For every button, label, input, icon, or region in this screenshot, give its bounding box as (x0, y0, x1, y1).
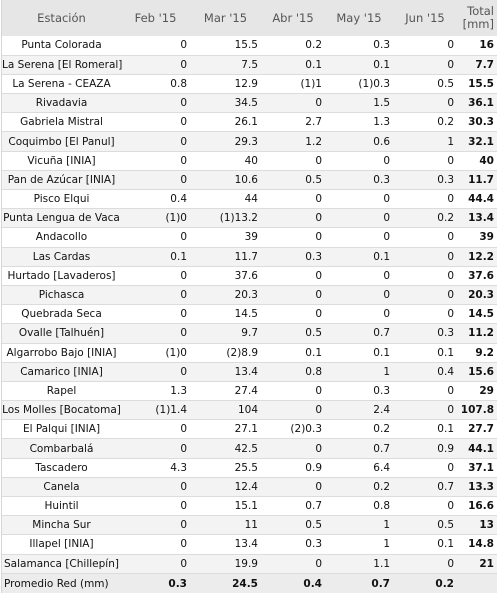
cell-mar: 29.3 (234, 135, 258, 148)
cell-mar: 25.5 (234, 461, 258, 474)
cell-station: Hurtado [Lavaderos] (7, 269, 116, 282)
cell-may: 0 (383, 308, 390, 321)
cell-feb: 0 (180, 423, 187, 436)
cell-may: 0 (383, 269, 390, 282)
cell-jun: 0 (447, 500, 454, 513)
cell-may: (1)0.3 (358, 77, 390, 90)
cell-abr: 0 (315, 480, 322, 493)
cell-may: 1 (383, 365, 390, 378)
cell-feb: 0 (180, 97, 187, 110)
cell-mar: 27.1 (234, 423, 258, 436)
cell-abr: 0.5 (305, 173, 322, 186)
cell-mar: 15.1 (234, 500, 258, 513)
cell-abr: 0 (315, 308, 322, 321)
cell-abr: 0.1 (305, 346, 322, 359)
cell-mar: 42.5 (234, 442, 258, 455)
cell-feb: 0 (180, 308, 187, 321)
cell-mar: 13.4 (234, 538, 258, 551)
cell-abr: 0 (315, 404, 322, 417)
cell-station: Punta Colorada (21, 39, 102, 52)
cell-feb: 0 (180, 231, 187, 244)
cell-may: 1.5 (373, 97, 390, 110)
cell-abr: 0 (315, 269, 322, 282)
cell-may: 0.2 (373, 480, 390, 493)
cell-total: 27.7 (468, 423, 494, 436)
cell-mar: 14.5 (234, 308, 258, 321)
header-row (2, 0, 497, 36)
cell-station: Ovalle [Talhuén] (18, 327, 105, 340)
cell-feb: 0 (180, 557, 187, 570)
cell-total: 13.3 (468, 480, 494, 493)
cell-station: Illapel [INIA] (29, 538, 94, 551)
cell-jun: 0.2 (437, 212, 454, 225)
cell-station: Punta Lengua de Vaca (3, 212, 120, 225)
header-feb: Feb '15 (134, 10, 177, 25)
cell-feb: 0 (180, 135, 187, 148)
footer-feb: 0.3 (168, 577, 187, 590)
cell-station: Andacollo (35, 231, 88, 244)
cell-jun: 0.5 (437, 77, 454, 90)
cell-jun: 0.1 (437, 423, 454, 436)
cell-feb: 0 (180, 480, 187, 493)
cell-abr: 0 (315, 231, 322, 244)
cell-mar: 12.9 (234, 77, 258, 90)
cell-feb: 0 (180, 289, 187, 302)
cell-may: 0.2 (373, 423, 390, 436)
cell-station: Tascadero (35, 461, 88, 474)
cell-may: 0 (383, 154, 390, 167)
cell-jun: 0 (447, 231, 454, 244)
cell-station: La Serena - CEAZA (12, 77, 111, 90)
cell-abr: 1.2 (305, 135, 322, 148)
cell-total: 29 (479, 384, 494, 397)
footer-abr: 0.4 (303, 577, 322, 590)
cell-total: 16 (479, 39, 494, 52)
cell-total: 40 (479, 154, 494, 167)
cell-abr: 0 (315, 97, 322, 110)
cell-abr: 0 (315, 442, 322, 455)
cell-may: 0.7 (373, 442, 390, 455)
cell-may: 0.3 (373, 173, 390, 186)
footer-mar: 24.5 (232, 577, 258, 590)
cell-mar: 27.4 (234, 384, 258, 397)
cell-abr: 0 (315, 154, 322, 167)
header-jun: Jun '15 (405, 10, 445, 25)
cell-abr: 0 (315, 557, 322, 570)
cell-may: 2.4 (373, 404, 390, 417)
footer-label: Promedio Red (mm) (4, 577, 109, 590)
cell-station: Rapel (46, 384, 77, 397)
table-row (2, 132, 497, 151)
cell-feb: 0 (180, 58, 187, 71)
cell-mar: 104 (237, 404, 258, 417)
table-row (2, 55, 497, 74)
cell-may: 0.1 (373, 250, 390, 263)
cell-abr: 0 (315, 212, 322, 225)
cell-may: 0.1 (373, 346, 390, 359)
table-row (2, 497, 497, 516)
cell-feb: 0 (180, 154, 187, 167)
table-row (2, 113, 497, 132)
table-row (2, 535, 497, 554)
cell-jun: 0 (447, 308, 454, 321)
cell-jun: 0 (447, 289, 454, 302)
cell-jun: 0 (447, 193, 454, 206)
cell-may: 1.1 (373, 557, 390, 570)
cell-total: 21 (479, 557, 494, 570)
cell-jun: 0 (447, 97, 454, 110)
cell-total: 36.1 (468, 97, 494, 110)
cell-total: 44.1 (468, 442, 494, 455)
cell-feb: 0.1 (170, 250, 187, 263)
cell-station: La Serena [El Romeral] (2, 58, 123, 71)
cell-mar: 12.4 (234, 480, 258, 493)
table-row (2, 285, 497, 304)
table-row (2, 247, 497, 266)
cell-mar: 13.4 (234, 365, 258, 378)
cell-station: El Palqui [INIA] (22, 423, 101, 436)
cell-jun: 0.1 (437, 346, 454, 359)
table-row (2, 228, 497, 247)
cell-total: 107.8 (460, 404, 494, 417)
cell-abr: (2)0.3 (290, 423, 322, 436)
cell-mar: 40 (244, 154, 258, 167)
table-row (2, 209, 497, 228)
cell-feb: 0 (180, 538, 187, 551)
cell-jun: 0.9 (437, 442, 454, 455)
cell-station: Salamanca [Chillepín] (4, 557, 119, 570)
cell-station: Combarbalá (29, 442, 94, 455)
cell-jun: 0 (447, 384, 454, 397)
cell-mar: 34.5 (234, 97, 258, 110)
cell-feb: 0 (180, 365, 187, 378)
cell-jun: 0 (447, 557, 454, 570)
cell-jun: 0.3 (437, 327, 454, 340)
cell-mar: (1)13.2 (219, 212, 258, 225)
cell-may: 1 (383, 538, 390, 551)
cell-may: 0.8 (373, 500, 390, 513)
cell-station: Mincha Sur (32, 519, 91, 532)
cell-jun: 0 (447, 250, 454, 263)
cell-jun: 1 (447, 135, 454, 148)
cell-may: 6.4 (373, 461, 390, 474)
table-row (2, 477, 497, 496)
cell-station: Algarrobo Bajo [INIA] (6, 346, 117, 359)
cell-jun: 0.2 (437, 116, 454, 129)
cell-abr: 0.5 (305, 519, 322, 532)
cell-jun: 0 (447, 39, 454, 52)
table-row (2, 266, 497, 285)
cell-feb: 0 (180, 173, 187, 186)
cell-abr: 0.3 (305, 538, 322, 551)
cell-abr: 0.1 (305, 58, 322, 71)
cell-station: Gabriela Mistral (20, 116, 103, 129)
table-row (2, 151, 497, 170)
table-row (2, 94, 497, 113)
cell-station: Las Cardas (32, 250, 91, 263)
header-total-label: Total (467, 4, 494, 18)
table-row (2, 516, 497, 535)
cell-abr: 0.3 (305, 250, 322, 263)
cell-may: 0 (383, 231, 390, 244)
header-abr: Abr '15 (272, 10, 314, 25)
cell-feb: 0 (180, 519, 187, 532)
cell-may: 1.3 (373, 116, 390, 129)
cell-abr: 0.5 (305, 327, 322, 340)
cell-may: 0.1 (373, 58, 390, 71)
cell-feb: 0 (180, 269, 187, 282)
rainfall-table (2, 0, 497, 593)
cell-station: Huintil (44, 500, 79, 513)
cell-station: Vicuña [INIA] (27, 154, 96, 167)
cell-jun: 0 (447, 461, 454, 474)
table-row (2, 439, 497, 458)
cell-jun: 0.3 (437, 173, 454, 186)
cell-may: 0.7 (373, 327, 390, 340)
cell-mar: 37.6 (234, 269, 258, 282)
cell-total: 16.6 (468, 500, 494, 513)
table-row (2, 362, 497, 381)
cell-jun: 0.5 (437, 519, 454, 532)
cell-station: Pichasca (38, 289, 85, 302)
table-row (2, 420, 497, 439)
cell-mar: 9.7 (241, 327, 258, 340)
cell-station: Camarico [INIA] (20, 365, 103, 378)
table-row (2, 305, 497, 324)
cell-total: 30.3 (468, 116, 494, 129)
cell-total: 14.8 (468, 538, 494, 551)
footer-row (2, 573, 497, 593)
cell-abr: 0.2 (305, 39, 322, 52)
cell-total: 37.6 (468, 269, 494, 282)
cell-abr: (1)1 (300, 77, 322, 90)
cell-feb: (1)0 (165, 212, 187, 225)
header-mar: Mar '15 (203, 10, 248, 25)
cell-total: 20.3 (468, 289, 494, 302)
table-row (2, 74, 497, 93)
cell-abr: 0.9 (305, 461, 322, 474)
cell-feb: 0.4 (170, 193, 187, 206)
cell-mar: 19.9 (234, 557, 258, 570)
cell-jun: 0.7 (437, 480, 454, 493)
cell-may: 0 (383, 212, 390, 225)
header-station: Estación (37, 10, 86, 25)
cell-mar: 39 (244, 231, 258, 244)
cell-abr: 0 (315, 193, 322, 206)
cell-total: 44.4 (468, 193, 494, 206)
cell-jun: 0.4 (437, 365, 454, 378)
cell-mar: 15.5 (234, 39, 258, 52)
table-row (2, 554, 497, 573)
cell-feb: 0 (180, 39, 187, 52)
table-row (2, 170, 497, 189)
cell-total: 12.2 (468, 250, 494, 263)
cell-feb: 0 (180, 500, 187, 513)
cell-feb: 0.8 (170, 77, 187, 90)
cell-station: Pisco Elqui (33, 193, 90, 206)
cell-station: Canela (43, 480, 80, 493)
cell-mar: 20.3 (234, 289, 258, 302)
cell-may: 0 (383, 289, 390, 302)
table-row (2, 401, 497, 420)
cell-mar: (2)8.9 (226, 346, 258, 359)
cell-abr: 0 (315, 384, 322, 397)
cell-total: 37.1 (468, 461, 494, 474)
cell-total: 15.5 (468, 77, 494, 90)
cell-total: 9.2 (475, 346, 494, 359)
cell-total: 32.1 (468, 135, 494, 148)
cell-total: 13 (479, 519, 494, 532)
cell-feb: 4.3 (170, 461, 187, 474)
cell-may: 0.6 (373, 135, 390, 148)
cell-station: Los Molles [Bocatoma] (2, 404, 121, 417)
header-may: May '15 (336, 10, 382, 25)
cell-mar: 11 (244, 519, 258, 532)
cell-mar: 11.7 (234, 250, 258, 263)
cell-may: 0.3 (373, 384, 390, 397)
cell-feb: 0 (180, 442, 187, 455)
footer-jun: 0.2 (435, 577, 454, 590)
cell-mar: 7.5 (241, 58, 258, 71)
cell-abr: 2.7 (305, 116, 322, 129)
cell-may: 1 (383, 519, 390, 532)
table-body (2, 36, 497, 573)
cell-jun: 0 (447, 58, 454, 71)
cell-total: 7.7 (475, 58, 494, 71)
cell-mar: 10.6 (234, 173, 258, 186)
footer-total (457, 573, 497, 593)
cell-station: Quebrada Seca (21, 308, 102, 321)
cell-jun: 0 (447, 404, 454, 417)
table-row (2, 36, 497, 55)
cell-total: 15.6 (468, 365, 494, 378)
cell-total: 11.7 (468, 173, 494, 186)
table-row (2, 324, 497, 343)
cell-jun: 0 (447, 154, 454, 167)
cell-abr: 0.8 (305, 365, 322, 378)
cell-jun: 0 (447, 269, 454, 282)
cell-station: Coquimbo [El Panul] (8, 135, 115, 148)
cell-total: 14.5 (468, 308, 494, 321)
cell-feb: 0 (180, 327, 187, 340)
rainfall-table-container (1, 0, 497, 593)
cell-mar: 26.1 (234, 116, 258, 129)
table-row (2, 381, 497, 400)
cell-total: 13.4 (468, 212, 494, 225)
table-row (2, 343, 497, 362)
cell-feb: (1)0 (165, 346, 187, 359)
cell-abr: 0.7 (305, 500, 322, 513)
cell-jun: 0.1 (437, 538, 454, 551)
cell-total: 11.2 (468, 327, 494, 340)
cell-may: 0 (383, 193, 390, 206)
footer-may: 0.7 (371, 577, 390, 590)
header-total (457, 0, 497, 36)
cell-feb: 0 (180, 116, 187, 129)
table-row (2, 458, 497, 477)
cell-abr: 0 (315, 289, 322, 302)
header-total-unit: [mm] (462, 17, 494, 31)
cell-station: Rivadavia (35, 97, 88, 110)
cell-feb: (1)1.4 (155, 404, 187, 417)
cell-may: 0.3 (373, 39, 390, 52)
cell-station: Pan de Azúcar [INIA] (7, 173, 116, 186)
cell-mar: 44 (244, 193, 258, 206)
cell-total: 39 (479, 231, 494, 244)
table-row (2, 190, 497, 209)
cell-feb: 1.3 (170, 384, 187, 397)
